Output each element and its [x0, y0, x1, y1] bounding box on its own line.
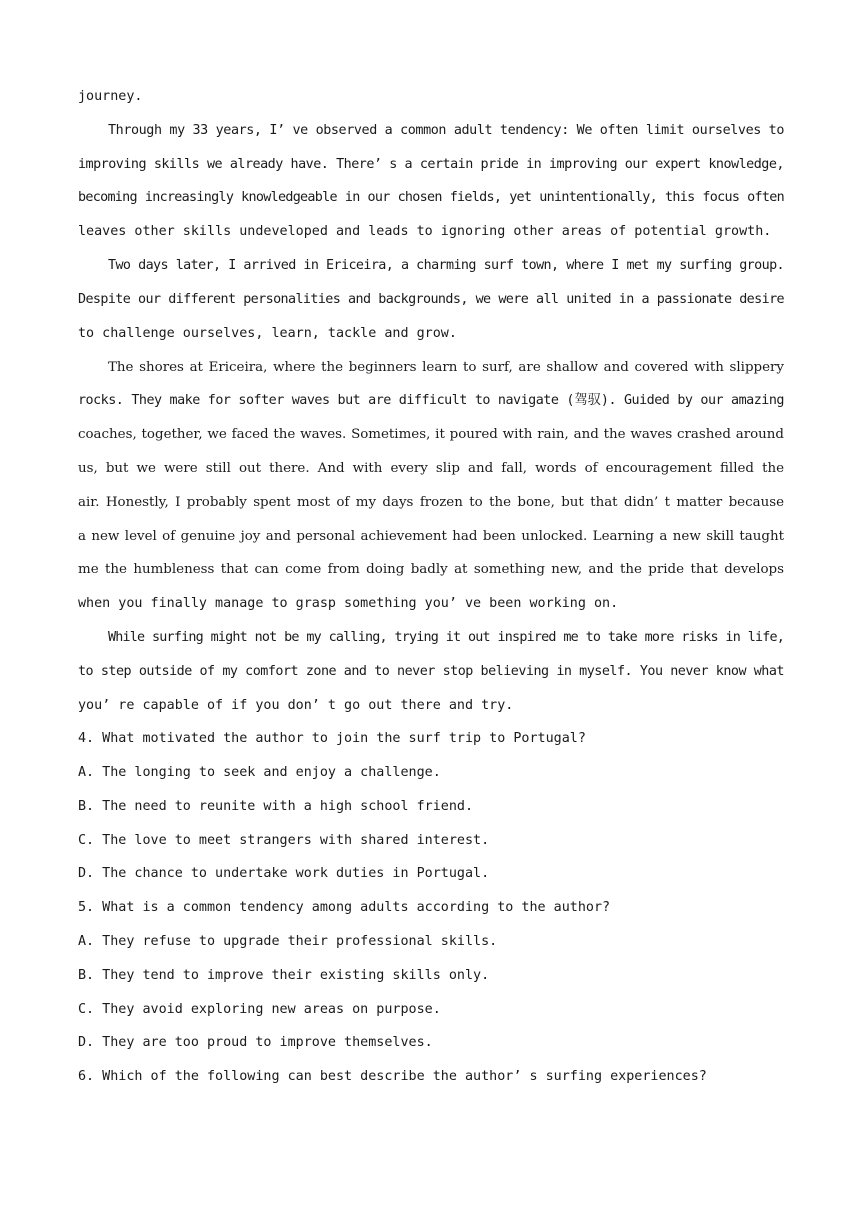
passage-line: you’ re capable of if you don’ t go out there and try.: [78, 698, 514, 713]
passage-line: improving skills we already have. There’ s a certain pride in improving our expert knowledge,: [78, 157, 784, 172]
question-4-option-c: C. The love to meet strangers with shared interest.: [78, 833, 490, 848]
passage-line: coaches, together, we faced the waves. Sometimes, it poured with rain, and the waves crashed around: [78, 427, 784, 442]
passage-line: to step outside of my comfort zone and to never stop believing in myself. You never know what: [78, 664, 784, 679]
question-5-option-d: D. They are too proud to improve themselves.: [78, 1035, 433, 1050]
passage-line: leaves other skills undeveloped and leads to ignoring other areas of potential growth.: [78, 224, 772, 239]
question-4-option-d: D. The chance to undertake work duties in Portugal.: [78, 866, 490, 881]
passage-line: air. Honestly, I probably spent most of my days frozen to the bone, but that didn’ t matter because: [78, 495, 784, 510]
question-5-option-c: C. They avoid exploring new areas on purpose.: [78, 1002, 441, 1017]
passage-line: becoming increasingly knowledgeable in our chosen fields, yet unintentionally, this focus often: [78, 190, 784, 205]
passage-line: The shores at Ericeira, where the beginners learn to surf, are shallow and covered with slippery: [108, 360, 784, 375]
passage-line: journey.: [78, 89, 143, 104]
question-5-stem: 5. What is a common tendency among adults according to the author?: [78, 900, 611, 915]
question-4-option-a: A. The longing to seek and enjoy a challenge.: [78, 765, 441, 780]
question-5-option-a: A. They refuse to upgrade their professional skills.: [78, 934, 498, 949]
passage-line: us, but we were still out there. And with every slip and fall, words of encouragement filled the: [78, 461, 784, 476]
passage-line: when you finally manage to grasp something you’ ve been working on.: [78, 596, 619, 611]
question-4-option-b: B. The need to reunite with a high school friend.: [78, 799, 474, 814]
passage-line: rocks. They make for softer waves but are difficult to navigate (驾驭). Guided by our amazing: [78, 393, 784, 408]
passage-line: a new level of genuine joy and personal achievement had been unlocked. Learning a new skill taught: [78, 529, 784, 544]
passage-line: Despite our different personalities and backgrounds, we were all united in a passionate desire: [78, 292, 784, 307]
question-6-stem: 6. Which of the following can best describe the author’ s surfing experiences?: [78, 1069, 707, 1084]
passage-line: me the humbleness that can come from doing badly at something new, and the pride that develops: [78, 562, 784, 577]
passage-line: While surfing might not be my calling, trying it out inspired me to take more risks in life,: [108, 630, 784, 645]
passage-line: Through my 33 years, I’ ve observed a common adult tendency: We often limit ourselves to: [108, 123, 784, 138]
question-5-option-b: B. They tend to improve their existing skills only.: [78, 968, 490, 983]
question-4-stem: 4. What motivated the author to join the surf trip to Portugal?: [78, 731, 586, 746]
passage-line: to challenge ourselves, learn, tackle and grow.: [78, 326, 457, 341]
passage-line: Two days later, I arrived in Ericeira, a charming surf town, where I met my surfing group.: [108, 258, 784, 273]
